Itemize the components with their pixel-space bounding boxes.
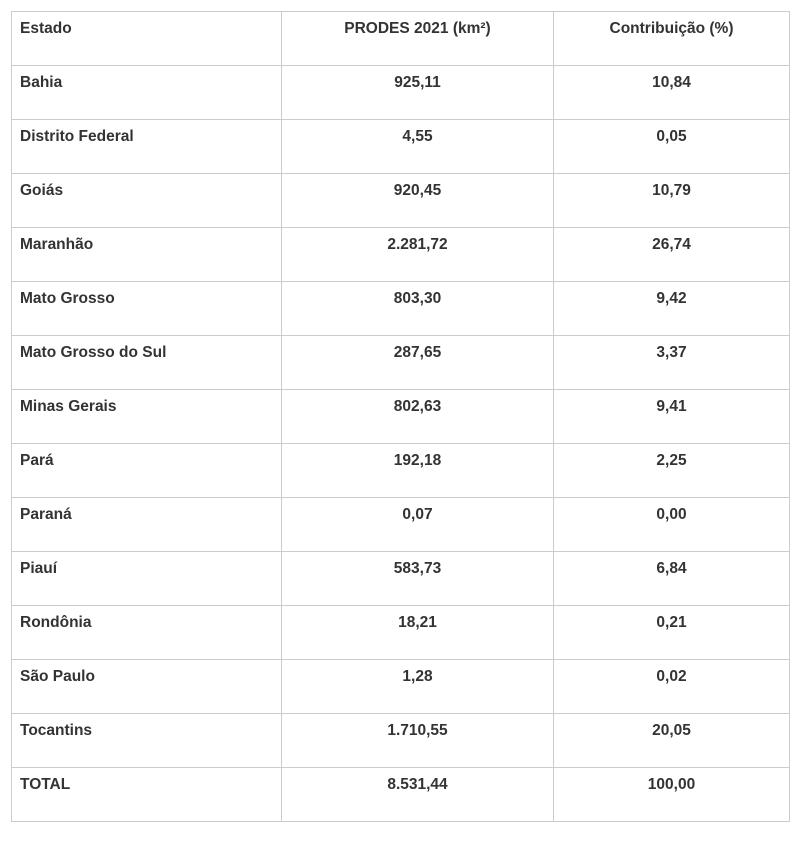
contribuicao-cell-value: 0,21 [656,614,687,631]
contribuicao-cell [554,444,790,498]
prodes-cell [282,768,554,822]
table-row [12,606,790,660]
prodes-cell-value: 925,11 [394,74,441,91]
contribuicao-cell [554,606,790,660]
total-row [12,768,790,822]
contribuicao-cell-value: 20,05 [652,722,691,739]
estado-cell-value: Paraná [20,506,72,523]
estado-cell [12,228,282,282]
estado-cell [12,498,282,552]
estado-cell-value: Mato Grosso [20,290,115,307]
contribuicao-cell [554,66,790,120]
table-row [12,228,790,282]
contribuicao-cell-value: 2,25 [656,452,687,469]
prodes-cell [282,390,554,444]
estado-cell-value: TOTAL [20,776,71,793]
contribuicao-cell-value: 0,00 [656,506,687,523]
prodes-cell-value: 0,07 [402,506,433,523]
prodes-cell-value: 18,21 [398,614,437,631]
estado-cell-value: Distrito Federal [20,128,134,145]
estado-cell-value: São Paulo [20,668,95,685]
contribuicao-cell-value: 6,84 [656,560,687,577]
contribuicao-cell-value: 9,41 [656,398,687,415]
prodes-cell-value: 192,18 [393,452,442,469]
contribuicao-cell-value: 26,74 [652,236,691,253]
table-row [12,336,790,390]
prodes-cell-value: 802,63 [393,398,442,415]
estado-cell [12,174,282,228]
estado-cell-value: Bahia [20,74,63,91]
contribuicao-cell [554,228,790,282]
contribuicao-cell [554,174,790,228]
estado-cell-value: Mato Grosso do Sul [20,344,167,361]
estado-cell [12,120,282,174]
estado-cell [12,606,282,660]
estado-cell-value: Maranhão [20,236,94,253]
prodes-cell-value: 8.531,44 [387,776,448,793]
contribuicao-cell-value: 10,79 [652,182,691,199]
prodes-cell [282,66,554,120]
table-header-row [12,12,790,66]
prodes-cell [282,498,554,552]
estado-cell [12,714,282,768]
table-row [12,282,790,336]
estado-cell-value: Rondônia [20,614,92,631]
prodes-cell [282,552,554,606]
prodes-cell [282,606,554,660]
prodes-cell [282,714,554,768]
prodes-cell [282,660,554,714]
prodes-cell-value: 287,65 [393,344,442,361]
estado-cell [12,66,282,120]
estado-cell-value: Pará [20,452,54,469]
estado-cell [12,336,282,390]
prodes-cell-value: 1.710,55 [387,722,448,739]
estado-cell [12,660,282,714]
prodes-cell [282,174,554,228]
header-contribuicao-label: Contribuição (%) [609,20,734,37]
estado-cell [12,444,282,498]
header-contribuicao [554,12,790,66]
table-row [12,498,790,552]
contribuicao-cell [554,552,790,606]
header-estado [12,12,282,66]
estado-cell [12,282,282,336]
contribuicao-cell-value: 9,42 [656,290,687,307]
table-row [12,444,790,498]
contribuicao-cell [554,282,790,336]
header-prodes-label: PRODES 2021 (km²) [344,20,491,37]
contribuicao-cell [554,498,790,552]
prodes-cell-value: 1,28 [402,668,433,685]
prodes-cell-value: 4,55 [402,128,433,145]
prodes-cell-value: 583,73 [393,560,442,577]
contribuicao-cell-value: 3,37 [656,344,687,361]
prodes-cell [282,228,554,282]
contribuicao-cell-value: 100,00 [647,776,696,793]
contribuicao-cell [554,660,790,714]
header-estado-label: Estado [20,20,72,37]
estado-cell [12,552,282,606]
prodes-cell-value: 2.281,72 [387,236,448,253]
contribuicao-cell [554,120,790,174]
table-row [12,120,790,174]
header-prodes [282,12,554,66]
table-row [12,66,790,120]
table-body [12,66,790,822]
contribuicao-cell [554,390,790,444]
prodes-cell-value: 803,30 [393,290,442,307]
estado-cell-value: Tocantins [20,722,93,739]
prodes-cell-value: 920,45 [393,182,442,199]
contribuicao-cell [554,768,790,822]
estado-cell-value: Piauí [20,560,58,577]
estado-cell-value: Minas Gerais [20,398,117,415]
table-row [12,714,790,768]
prodes-cell [282,444,554,498]
contribuicao-cell [554,336,790,390]
contribuicao-cell-value: 10,84 [652,74,691,91]
table-row [12,390,790,444]
estado-cell-value: Goiás [20,182,64,199]
estado-cell [12,768,282,822]
prodes-cell [282,336,554,390]
contribuicao-cell-value: 0,02 [656,668,687,685]
contribuicao-cell-value: 0,05 [656,128,687,145]
table-row [12,174,790,228]
contribuicao-cell [554,714,790,768]
prodes-cell [282,120,554,174]
estado-cell [12,390,282,444]
prodes-cell [282,282,554,336]
table-row [12,552,790,606]
prodes-table [11,11,790,822]
table-row [12,660,790,714]
